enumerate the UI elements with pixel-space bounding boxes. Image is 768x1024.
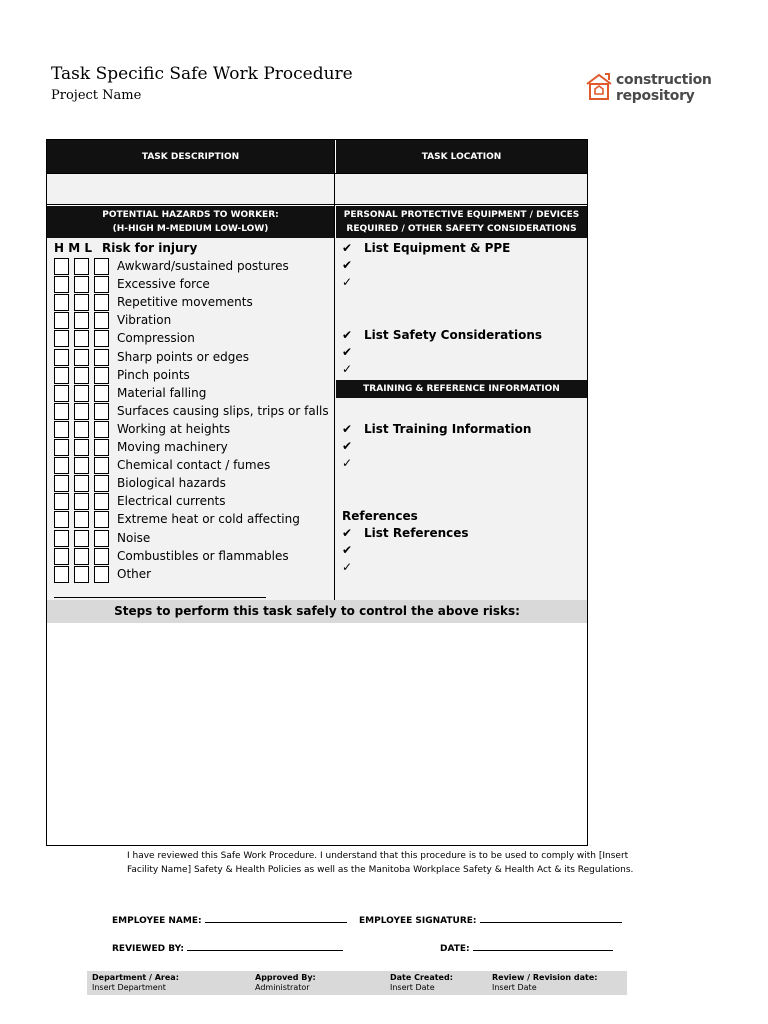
risk-h-checkbox[interactable] bbox=[54, 403, 69, 420]
reviewed-by-line[interactable] bbox=[187, 940, 343, 951]
hazard-row bbox=[54, 475, 334, 493]
check-icon: ✔ bbox=[342, 258, 353, 272]
disclaimer-text: I have reviewed this Safe Work Procedure. I understand that this procedure is to be used to comply with [Insert Facility Name] Safety & Health Policies as well as the Manitoba Workplace Safety & Health Act & its Regulations. bbox=[127, 851, 634, 875]
logo bbox=[585, 72, 725, 106]
hazard-row bbox=[54, 258, 334, 276]
risk-m-checkbox[interactable] bbox=[74, 475, 89, 492]
hazard-row bbox=[54, 566, 334, 584]
hazard-row bbox=[54, 421, 334, 439]
date-label: DATE: bbox=[440, 944, 470, 954]
risk-l-checkbox[interactable] bbox=[94, 421, 109, 438]
risk-m-checkbox[interactable] bbox=[74, 294, 89, 311]
hazard-label: Repetitive movements bbox=[117, 295, 253, 310]
risk-h-checkbox[interactable] bbox=[54, 530, 69, 547]
task-input-row bbox=[47, 173, 587, 205]
risk-m-checkbox[interactable] bbox=[74, 258, 89, 275]
risk-h-checkbox[interactable] bbox=[54, 312, 69, 329]
risk-m-checkbox[interactable] bbox=[74, 385, 89, 402]
risk-l-checkbox[interactable] bbox=[94, 294, 109, 311]
hazard-label: Combustibles or flammables bbox=[117, 548, 289, 563]
risk-m-checkbox[interactable] bbox=[74, 276, 89, 293]
task-location-label: TASK LOCATION bbox=[421, 151, 502, 162]
risk-l-checkbox[interactable] bbox=[94, 457, 109, 474]
employee-name-label: EMPLOYEE NAME: bbox=[112, 916, 202, 926]
hazard-label: Excessive force bbox=[117, 277, 210, 292]
risk-m-checkbox[interactable] bbox=[74, 566, 89, 583]
employee-signature-field[interactable] bbox=[359, 912, 622, 926]
risk-m-checkbox[interactable] bbox=[74, 421, 89, 438]
project-name: Project Name bbox=[51, 88, 142, 103]
risk-h-checkbox[interactable] bbox=[54, 511, 69, 528]
risk-h-checkbox[interactable] bbox=[54, 421, 69, 438]
list-references: List References bbox=[364, 526, 469, 540]
logo-text-line1: construction bbox=[616, 72, 712, 88]
approved-by-label: Approved By: bbox=[255, 973, 316, 982]
risk-l-checkbox[interactable] bbox=[94, 312, 109, 329]
risk-h-checkbox[interactable] bbox=[54, 367, 69, 384]
risk-l-checkbox[interactable] bbox=[94, 511, 109, 528]
department-label: Department / Area: bbox=[92, 973, 179, 982]
risk-h-checkbox[interactable] bbox=[54, 385, 69, 402]
risk-l-checkbox[interactable] bbox=[94, 475, 109, 492]
reviewed-by-field[interactable] bbox=[112, 940, 343, 954]
hazard-row bbox=[54, 349, 334, 367]
risk-l-checkbox[interactable] bbox=[94, 367, 109, 384]
hazard-row bbox=[54, 493, 334, 511]
check-icon: ✓ bbox=[342, 362, 353, 376]
risk-l-checkbox[interactable] bbox=[94, 330, 109, 347]
risk-m-checkbox[interactable] bbox=[74, 548, 89, 565]
risk-h-checkbox[interactable] bbox=[54, 330, 69, 347]
ppe-header-line1: PERSONAL PROTECTIVE EQUIPMENT / DEVICES bbox=[343, 210, 580, 220]
footer-bar bbox=[87, 971, 627, 995]
hazards-header bbox=[47, 206, 334, 238]
risk-l-checkbox[interactable] bbox=[94, 349, 109, 366]
hazard-label: Biological hazards bbox=[117, 476, 226, 491]
risk-l-checkbox[interactable] bbox=[94, 385, 109, 402]
risk-h-checkbox[interactable] bbox=[54, 439, 69, 456]
risk-m-checkbox[interactable] bbox=[74, 457, 89, 474]
date-field[interactable] bbox=[440, 940, 613, 954]
risk-l-checkbox[interactable] bbox=[94, 530, 109, 547]
hazard-label: Pinch points bbox=[117, 367, 190, 382]
hazard-label: Chemical contact / fumes bbox=[117, 458, 271, 473]
hazard-label: Other bbox=[117, 566, 152, 581]
document-title: Task Specific Safe Work Procedure bbox=[51, 64, 353, 84]
risk-h-checkbox[interactable] bbox=[54, 276, 69, 293]
hazard-label: Working at heights bbox=[117, 421, 231, 436]
task-description-header bbox=[47, 140, 334, 173]
risk-l-checkbox[interactable] bbox=[94, 258, 109, 275]
date-created-label: Date Created: bbox=[390, 973, 453, 982]
risk-l-checkbox[interactable] bbox=[94, 403, 109, 420]
risk-h-checkbox[interactable] bbox=[54, 258, 69, 275]
check-icon: ✓ bbox=[342, 456, 353, 470]
risk-m-checkbox[interactable] bbox=[74, 511, 89, 528]
hazard-label: Extreme heat or cold affecting bbox=[117, 512, 300, 527]
check-icon: ✔ bbox=[342, 543, 353, 557]
hazard-row bbox=[54, 548, 334, 566]
hazards-header-line2: (H-HIGH M-MEDIUM LOW-LOW) bbox=[112, 224, 269, 234]
risk-m-checkbox[interactable] bbox=[74, 349, 89, 366]
risk-h-checkbox[interactable] bbox=[54, 294, 69, 311]
employee-name-line[interactable] bbox=[205, 912, 347, 923]
hazard-row bbox=[54, 276, 334, 294]
reviewed-by-label: REVIEWED BY: bbox=[112, 944, 184, 954]
review-date-value: Insert Date bbox=[492, 983, 537, 992]
hazard-row bbox=[54, 530, 334, 548]
check-icon: ✔ bbox=[342, 241, 353, 255]
check-icon: ✓ bbox=[342, 560, 353, 574]
training-header-label: TRAINING & REFERENCE INFORMATION bbox=[363, 384, 560, 394]
risk-m-checkbox[interactable] bbox=[74, 367, 89, 384]
employee-name-field[interactable] bbox=[112, 912, 347, 926]
risk-m-checkbox[interactable] bbox=[74, 493, 89, 510]
date-created-value: Insert Date bbox=[390, 983, 435, 992]
hazard-label: Compression bbox=[117, 331, 195, 346]
check-icon: ✔ bbox=[342, 526, 353, 540]
list-training: List Training Information bbox=[364, 422, 532, 436]
hazard-row bbox=[54, 330, 334, 348]
hazard-label: Sharp points or edges bbox=[117, 349, 249, 364]
review-date-label: Review / Revision date: bbox=[492, 973, 598, 982]
hazard-row bbox=[54, 367, 334, 385]
risk-for-injury-title: Risk for injury bbox=[102, 241, 198, 255]
check-icon: ✔ bbox=[342, 422, 353, 436]
risk-m-checkbox[interactable] bbox=[74, 530, 89, 547]
hazard-row bbox=[54, 511, 334, 529]
employee-signature-line[interactable] bbox=[480, 912, 622, 923]
risk-h-checkbox[interactable] bbox=[54, 493, 69, 510]
hazard-label: Awkward/sustained postures bbox=[117, 259, 289, 273]
hazards-header-line1: POTENTIAL HAZARDS TO WORKER: bbox=[102, 210, 279, 220]
risk-m-checkbox[interactable] bbox=[74, 312, 89, 329]
column-divider bbox=[334, 139, 335, 600]
date-line[interactable] bbox=[473, 940, 613, 951]
ppe-header-line2: REQUIRED / OTHER SAFETY CONSIDERATIONS bbox=[346, 224, 577, 234]
house-icon bbox=[585, 72, 613, 102]
risk-m-checkbox[interactable] bbox=[74, 330, 89, 347]
check-icon: ✓ bbox=[342, 275, 353, 289]
hazard-row bbox=[54, 439, 334, 457]
risk-h-checkbox[interactable] bbox=[54, 349, 69, 366]
hazard-label: Electrical currents bbox=[117, 494, 226, 509]
logo-text-line2: repository bbox=[616, 88, 695, 104]
risk-l-checkbox[interactable] bbox=[94, 566, 109, 583]
hazard-label: Surfaces causing slips, trips or falls bbox=[117, 403, 329, 418]
hazard-label: Moving machinery bbox=[117, 440, 228, 454]
risk-m-checkbox[interactable] bbox=[74, 403, 89, 420]
steps-header: Steps to perform this task safely to control the above risks: bbox=[47, 600, 587, 623]
check-icon: ✔ bbox=[342, 328, 353, 342]
task-description-label: TASK DESCRIPTION bbox=[141, 151, 240, 162]
ppe-header bbox=[336, 206, 587, 238]
hazard-row bbox=[54, 294, 334, 312]
risk-m-checkbox[interactable] bbox=[74, 439, 89, 456]
employee-signature-label: EMPLOYEE SIGNATURE: bbox=[359, 916, 477, 926]
risk-l-checkbox[interactable] bbox=[94, 276, 109, 293]
risk-h-checkbox[interactable] bbox=[54, 457, 69, 474]
risk-l-checkbox[interactable] bbox=[94, 439, 109, 456]
risk-h-checkbox[interactable] bbox=[54, 548, 69, 565]
hml-labels: H M L bbox=[54, 241, 92, 255]
list-safety-considerations: List Safety Considerations bbox=[364, 328, 543, 342]
risk-l-checkbox[interactable] bbox=[94, 548, 109, 565]
hazard-label: Vibration bbox=[117, 313, 172, 328]
other-line bbox=[54, 597, 266, 598]
hazard-label: Noise bbox=[117, 530, 151, 545]
risk-h-checkbox[interactable] bbox=[54, 566, 69, 583]
training-header bbox=[336, 380, 587, 398]
hazard-row bbox=[54, 403, 334, 421]
hazard-label: Material falling bbox=[117, 385, 207, 400]
list-equipment: List Equipment & PPE bbox=[364, 241, 511, 255]
hazard-row bbox=[54, 312, 334, 330]
references-title: References bbox=[342, 509, 418, 523]
risk-h-checkbox[interactable] bbox=[54, 475, 69, 492]
department-value: Insert Department bbox=[92, 983, 166, 992]
check-icon: ✔ bbox=[342, 345, 353, 359]
hazard-row bbox=[54, 457, 334, 475]
approved-by-value: Administrator bbox=[255, 983, 310, 992]
hazard-row bbox=[54, 385, 334, 403]
task-location-header bbox=[336, 140, 587, 173]
check-icon: ✔ bbox=[342, 439, 353, 453]
risk-l-checkbox[interactable] bbox=[94, 493, 109, 510]
